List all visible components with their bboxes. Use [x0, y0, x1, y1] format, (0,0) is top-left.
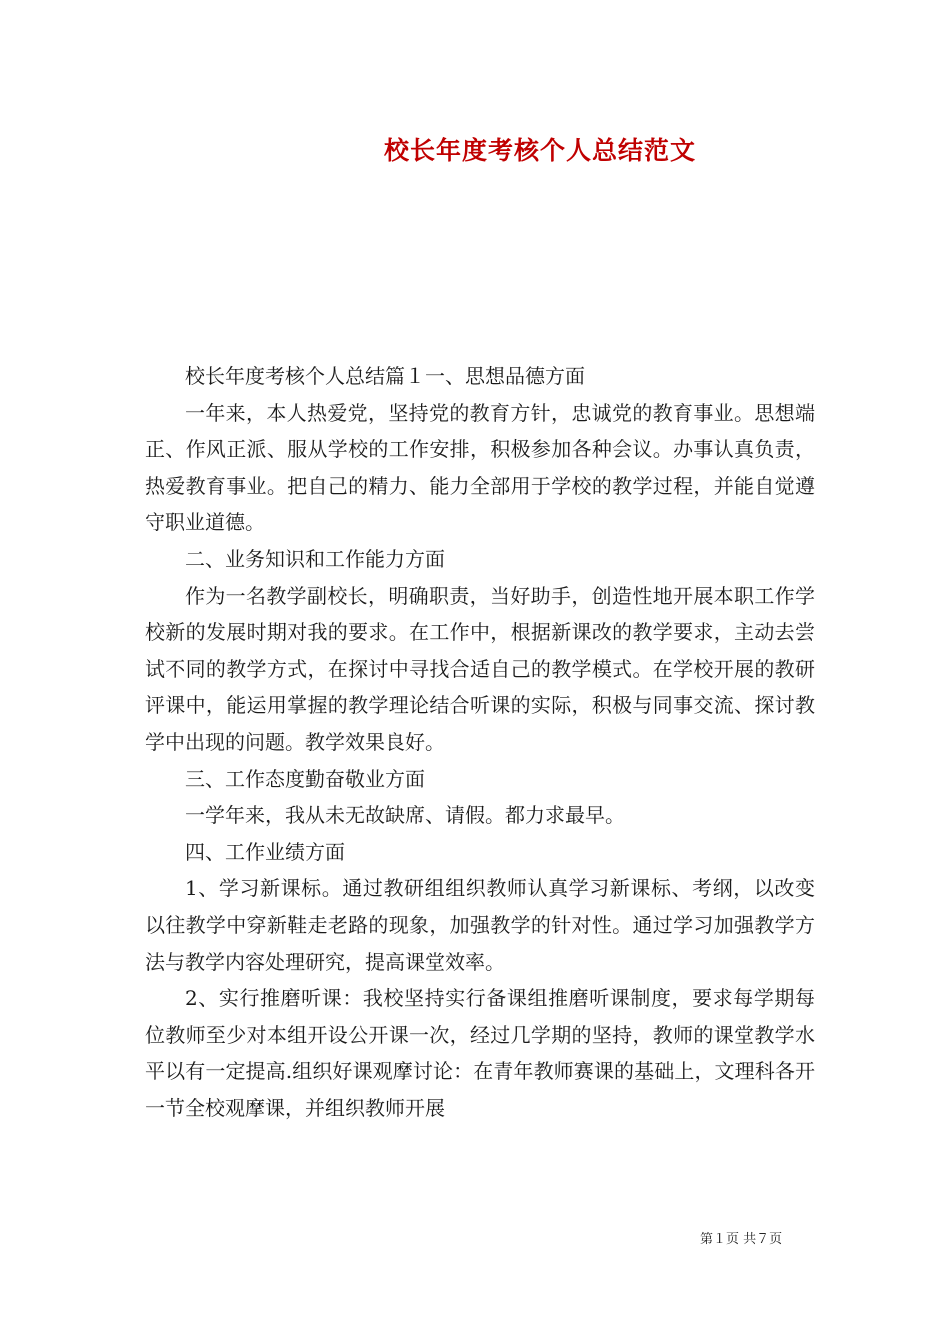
page-number-footer: 第１页 共７页 [700, 1232, 783, 1247]
paragraph-heading-1: 校长年度考核个人总结篇１一、思想品德方面 [185, 364, 585, 388]
paragraph-2: 作为一名教学副校长，明确职责，当好助手，创造性地开展本职工作学校新的发展时期对我的要求。在工作中，根据新课改的教学要求，主动去尝试不同的教学方式，在探讨中寻找合适自己的教学模式。在学校开展的教研评课中，能运用掌握的教学理论结合听课的实际，积极与同事交流、探讨教学中出现的问题。教学效果良好。 [145, 583, 815, 754]
document-title: 校长年度考核个人总结范文 [383, 136, 696, 165]
paragraph-heading-3: 三、工作态度勤奋敬业方面 [185, 766, 425, 791]
paragraph-5: 2、实行推磨听课：我校坚持实行备课组推磨听课制度，要求每学期每位教师至少对本组开设公开课一次，经过几学期的坚持，教师的课堂教学水平以有一定提高.组织好课观摩讨论：在青年教师赛课的基础上，文理科各开一节全校观摩课，并组织教师开展 [145, 986, 815, 1120]
paragraph-heading-4: 四、工作业绩方面 [185, 839, 345, 864]
document-body [145, 358, 815, 1126]
paragraph-1: 一年来，本人热爱党，坚持党的教育方针，忠诚党的教育事业。思想端正、作风正派、服从学校的工作安排，积极参加各种会议。办事认真负责，热爱教育事业。把自己的精力、能力全部用于学校的教学过程，并能自觉遵守职业道德。 [145, 400, 815, 535]
paragraph-3: 一学年来，我从未无故缺席、请假。都力求最早。 [185, 803, 625, 828]
paragraph-heading-2: 二、业务知识和工作能力方面 [185, 546, 445, 571]
paragraph-4: 1、学习新课标。通过教研组组织教师认真学习新课标、考纲，以改变以往教学中穿新鞋走老路的现象，加强教学的针对性。通过学习加强教学方法与教学内容处理研究，提高课堂效率。 [145, 876, 815, 974]
